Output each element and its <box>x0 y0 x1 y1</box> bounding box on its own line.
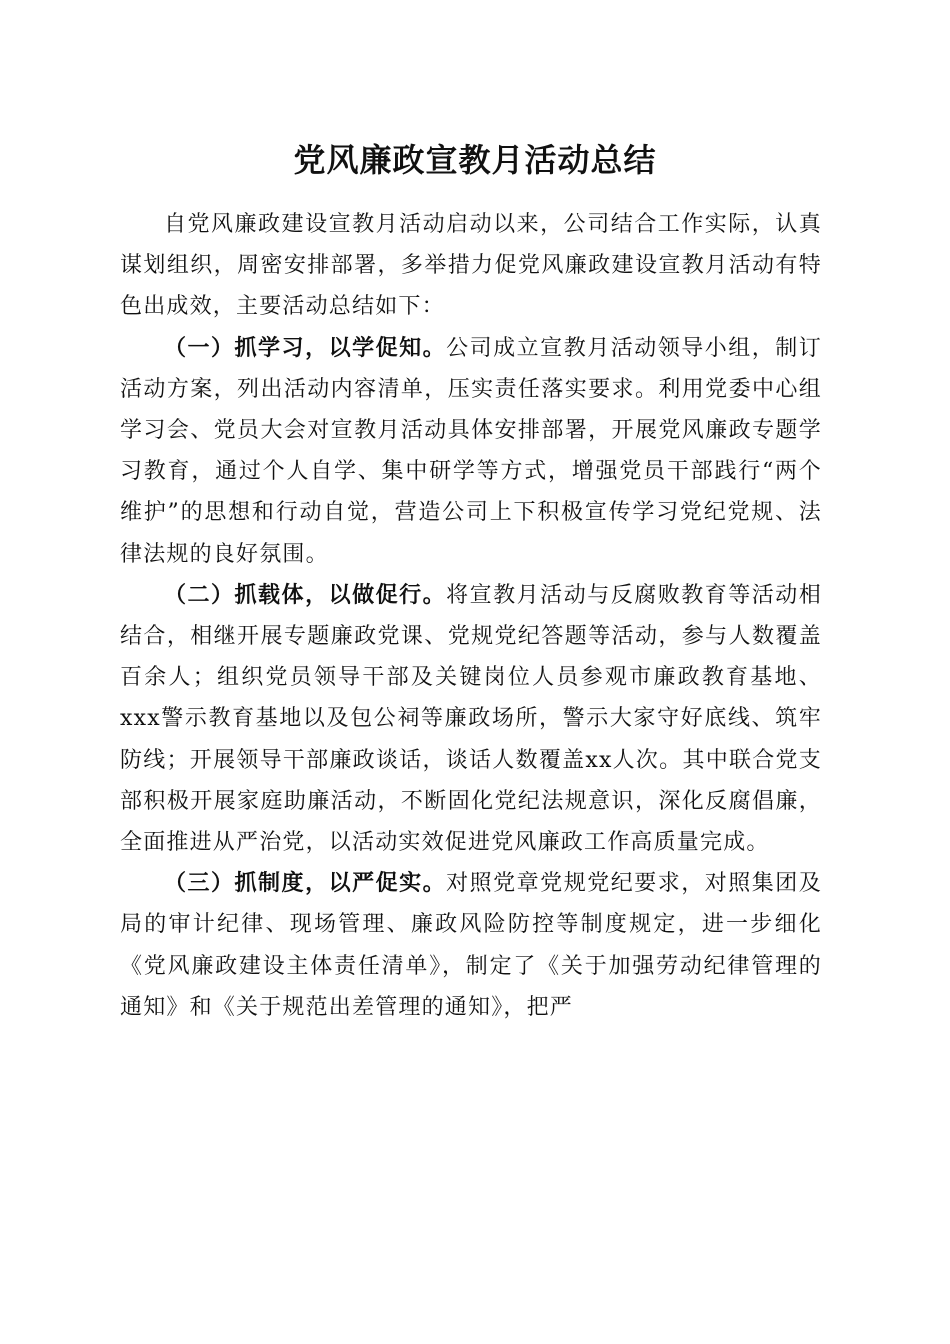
document-title: 党风廉政宣教月活动总结 <box>293 141 657 179</box>
section-1-text: 公司成立宣教月活动领导小组，制订活动方案，列出活动内容清单，压实责任落实要求。利用党委中心组学习会、党员大会对宣教月活动具体安排部署，开展党风廉政专题学习教育，通过个人自学、集中研学等方式，增强党员干部践行“两个维护”的思想和行动自觉，营造公司上下积极宣传学习党纪党规、法律法规的良好氛围。 <box>120 335 823 567</box>
section-3-heading: （三）抓制度，以严促实。 <box>164 870 447 897</box>
paragraph-intro <box>120 204 822 328</box>
paragraph-intro-text: 自党风廉政建设宣教月活动启动以来，公司结合工作实际，认真谋划组织，周密安排部署，多举措力促党风廉政建设宣教月活动有特色出成效，主要活动总结如下： <box>120 212 822 320</box>
paragraph-section-3 <box>120 863 822 1028</box>
section-3-text: 对照党章党规党纪要求，对照集团及局的审计纪律、现场管理、廉政风险防控等制度规定，进一步细化《党风廉政建设主体责任清单》，制定了《关于加强劳动纪律管理的通知》和《关于规范出差管理的通知》，把严 <box>120 871 823 1020</box>
section-2-text: 将宣教月活动与反腐败教育等活动相结合，相继开展专题廉政党课、党规党纪答题等活动，参与人数覆盖百余人；组织党员领导干部及关键岗位人员参观市廉政教育基地、xxx警示教育基地以及包公祠等廉政场所，警示大家守好底线、筑牢防线；开展领导干部廉政谈话，谈话人数覆盖xx人次。其中联合党支部积极开展家庭助廉活动，不断固化党纪法规意识，深化反腐倡廉，全面推进从严治党，以活动实效促进党风廉政工作高质量完成。 <box>120 582 823 856</box>
section-1-heading: （一）抓学习，以学促知。 <box>164 334 447 361</box>
paragraph-section-1 <box>120 328 822 575</box>
document-body <box>120 204 822 1028</box>
section-2-heading: （二）抓载体，以做促行。 <box>164 581 447 608</box>
paragraph-section-2 <box>120 575 822 863</box>
